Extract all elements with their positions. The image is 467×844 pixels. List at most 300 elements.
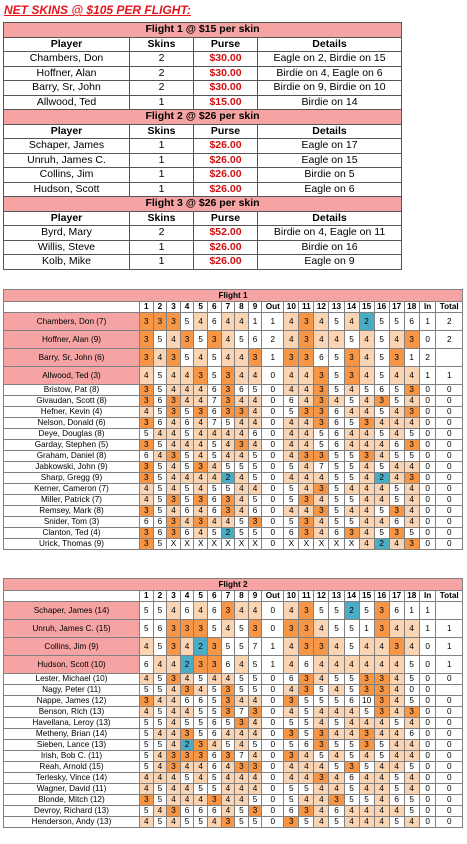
score-cell: 3 [284, 349, 299, 367]
score-cell: 3 [140, 696, 154, 707]
score-cell: 5 [389, 385, 404, 396]
score-cell: 5 [329, 517, 344, 528]
score-cell: 4 [284, 418, 299, 429]
score-cell: 0 [262, 751, 284, 762]
flight-header: Flight 2 @ $26 per skin [4, 110, 402, 125]
score-cell: 0 [262, 817, 284, 828]
score-cell: 4 [359, 806, 374, 817]
column-header: Player [4, 37, 130, 52]
score-cell: 2 [436, 331, 463, 349]
score-cell: 4 [167, 707, 181, 718]
score-cell: 4 [389, 674, 404, 685]
skin-details: Birdie on 14 [258, 95, 402, 110]
score-cell: 5 [329, 462, 344, 473]
score-cell: 3 [140, 331, 154, 349]
score-cell: 4 [153, 751, 167, 762]
score-cell: 5 [374, 407, 389, 418]
score-cell: 4 [167, 685, 181, 696]
score-cell: 4 [299, 418, 314, 429]
player-name: Blonde, Mitch (12) [4, 795, 140, 806]
score-cell: 5 [329, 473, 344, 484]
score-cell: 3 [344, 349, 359, 367]
summary-row [4, 255, 402, 270]
player-name: Kerner, Cameron (7) [4, 484, 140, 495]
hole-number: 6 [207, 302, 221, 313]
score-cell: 4 [374, 795, 389, 806]
hole-number: 2 [153, 302, 167, 313]
score-cell: 4 [194, 685, 208, 696]
score-cell: 5 [344, 740, 359, 751]
score-cell: 4 [207, 674, 221, 685]
score-cell: 4 [235, 495, 249, 506]
score-cell: 3 [167, 762, 181, 773]
score-cell: 4 [299, 396, 314, 407]
score-cell: 5 [140, 718, 154, 729]
hole-number: 10 [284, 591, 299, 602]
score-cell: 4 [299, 429, 314, 440]
hole-number: 7 [221, 302, 235, 313]
score-cell: 5 [299, 696, 314, 707]
score-cell: 3 [221, 385, 235, 396]
score-cell: 5 [180, 313, 194, 331]
score-cell: 3 [194, 495, 208, 506]
player-name: Clanton, Ted (4) [4, 528, 140, 539]
score-cell: 3 [374, 685, 389, 696]
skin-details: Birdie on 5 [258, 168, 402, 183]
player-name: Lester, Michael (10) [4, 674, 140, 685]
score-cell: 5 [140, 740, 154, 751]
score-cell: 3 [299, 685, 314, 696]
purse-amount: $26.00 [194, 182, 258, 197]
score-cell: 4 [140, 638, 154, 656]
player-name: Devroy, Richard (13) [4, 806, 140, 817]
score-cell: 3 [194, 656, 208, 674]
score-cell: 0 [436, 740, 463, 751]
score-cell: 0 [419, 539, 436, 550]
score-cell: 5 [329, 602, 344, 620]
score-cell: 4 [248, 602, 262, 620]
score-cell: 3 [329, 795, 344, 806]
score-row [4, 349, 463, 367]
score-cell: 0 [262, 762, 284, 773]
score-cell: 5 [235, 674, 249, 685]
score-cell: 3 [140, 462, 154, 473]
score-cell: 0 [262, 685, 284, 696]
score-cell: 4 [359, 638, 374, 656]
score-cell: 5 [194, 718, 208, 729]
player-name: Metheny, Brian (14) [4, 729, 140, 740]
score-cell: 4 [167, 385, 181, 396]
score-cell: 2 [419, 349, 436, 367]
score-cell: 5 [389, 773, 404, 784]
score-cell: 5 [374, 740, 389, 751]
score-cell: 4 [404, 495, 419, 506]
score-cell: 4 [248, 751, 262, 762]
score-cell: 4 [284, 656, 299, 674]
score-cell: 6 [329, 429, 344, 440]
score-cell: 4 [221, 517, 235, 528]
score-cell: 4 [235, 506, 249, 517]
score-cell: 5 [248, 495, 262, 506]
score-cell: 0 [404, 685, 419, 696]
score-cell: X [248, 539, 262, 550]
score-cell: 3 [389, 528, 404, 539]
hole-number: 17 [389, 591, 404, 602]
blank-cell [4, 591, 140, 602]
score-cell: 5 [153, 685, 167, 696]
player-name: Kolb, Mike [4, 255, 130, 270]
purse-amount: $52.00 [194, 226, 258, 241]
summary-row [4, 66, 402, 81]
score-row [4, 539, 463, 550]
hole-number: 6 [207, 591, 221, 602]
score-cell: 4 [235, 367, 249, 385]
score-cell: 4 [248, 484, 262, 495]
score-cell: 5 [344, 451, 359, 462]
score-cell: 5 [180, 773, 194, 784]
score-cell: 0 [419, 528, 436, 539]
score-cell: 4 [404, 396, 419, 407]
score-cell: 0 [419, 696, 436, 707]
score-cell: 3 [140, 473, 154, 484]
score-cell: 0 [262, 740, 284, 751]
score-cell: 3 [194, 367, 208, 385]
score-cell: 1 [419, 313, 436, 331]
purse-amount: $26.00 [194, 153, 258, 168]
score-cell: 5 [389, 396, 404, 407]
score-cell: 4 [235, 656, 249, 674]
score-cell: 4 [180, 707, 194, 718]
column-header: Purse [194, 37, 258, 52]
score-cell: 5 [153, 385, 167, 396]
score-row [4, 784, 463, 795]
score-cell: 4 [180, 473, 194, 484]
score-cell: 4 [235, 429, 249, 440]
hole-number: 15 [359, 591, 374, 602]
score-cell: 4 [207, 817, 221, 828]
skins-count: 1 [130, 182, 194, 197]
score-cell: 4 [359, 751, 374, 762]
score-cell: 5 [344, 396, 359, 407]
score-cell: 4 [194, 440, 208, 451]
score-cell: 3 [374, 707, 389, 718]
score-cell: 5 [235, 638, 249, 656]
blank-cell [4, 302, 140, 313]
skins-count: 1 [130, 139, 194, 154]
score-cell: 5 [153, 506, 167, 517]
score-cell: 4 [140, 674, 154, 685]
score-cell: 3 [140, 313, 154, 331]
skins-count: 2 [130, 66, 194, 81]
score-cell: 6 [389, 795, 404, 806]
score-cell: 5 [329, 674, 344, 685]
player-name: Sieben, Lance (13) [4, 740, 140, 751]
summary-row [4, 81, 402, 96]
score-row [4, 656, 463, 674]
score-row [4, 313, 463, 331]
score-cell: 4 [374, 440, 389, 451]
player-name: Irish, Bob C. (11) [4, 751, 140, 762]
score-cell: 5 [404, 696, 419, 707]
score-cell: 5 [194, 331, 208, 349]
score-cell: 5 [314, 602, 329, 620]
score-cell: 5 [389, 495, 404, 506]
score-cell: 6 [207, 762, 221, 773]
score-row [4, 620, 463, 638]
score-cell: 4 [374, 817, 389, 828]
score-row [4, 385, 463, 396]
score-cell: 3 [404, 407, 419, 418]
score-cell: 0 [436, 806, 463, 817]
player-name: Terlesky, Vince (14) [4, 773, 140, 784]
score-cell: 3 [221, 367, 235, 385]
score-cell: 4 [359, 718, 374, 729]
score-cell: 2 [436, 313, 463, 331]
player-name: Hoffner, Alan (9) [4, 331, 140, 349]
summary-row [4, 95, 402, 110]
score-cell: 5 [235, 462, 249, 473]
score-cell: 3 [404, 440, 419, 451]
score-cell: 4 [153, 349, 167, 367]
score-cell: 6 [221, 656, 235, 674]
score-cell: 3 [374, 602, 389, 620]
score-cell: 4 [284, 773, 299, 784]
score-cell: 4 [180, 396, 194, 407]
score-cell: 3 [284, 817, 299, 828]
player-name: Nagy, Peter (11) [4, 685, 140, 696]
score-cell: 4 [359, 817, 374, 828]
score-cell: 4 [235, 602, 249, 620]
column-header: Skins [130, 211, 194, 226]
grid-title: Flight 1 [4, 290, 463, 302]
score-cell: 4 [299, 762, 314, 773]
score-cell: 4 [404, 620, 419, 638]
score-cell: 3 [299, 528, 314, 539]
grid-title-row [4, 579, 463, 591]
player-name: Remsey, Mark (8) [4, 506, 140, 517]
score-cell: 4 [329, 685, 344, 696]
score-cell: 4 [314, 517, 329, 528]
score-cell: 0 [419, 674, 436, 685]
score-cell: 5 [194, 784, 208, 795]
hole-number: 13 [329, 591, 344, 602]
score-cell: 3 [314, 451, 329, 462]
score-cell: 0 [262, 495, 284, 506]
score-row [4, 484, 463, 495]
score-cell: 4 [329, 638, 344, 656]
score-cell: 3 [314, 773, 329, 784]
score-cell: 5 [314, 429, 329, 440]
score-cell: 5 [284, 740, 299, 751]
score-cell: 6 [207, 495, 221, 506]
column-header: Skins [130, 37, 194, 52]
score-cell: 4 [299, 367, 314, 385]
score-cell: 4 [359, 331, 374, 349]
score-cell: 5 [180, 718, 194, 729]
score-cell: 4 [344, 440, 359, 451]
score-cell: 4 [140, 367, 154, 385]
score-cell: 3 [314, 484, 329, 495]
score-cell: 0 [436, 718, 463, 729]
player-name: Hudson, Scott [4, 182, 130, 197]
score-cell: 0 [419, 638, 436, 656]
score-cell: 4 [284, 638, 299, 656]
score-cell: 4 [221, 349, 235, 367]
score-cell: 3 [221, 495, 235, 506]
score-cell: 5 [284, 718, 299, 729]
score-cell [436, 349, 463, 367]
score-cell: 5 [153, 817, 167, 828]
score-cell: 0 [419, 473, 436, 484]
hole-number: Out [262, 591, 284, 602]
score-cell: 5 [404, 762, 419, 773]
player-name: Unruh, James C. [4, 153, 130, 168]
hole-number: 14 [344, 302, 359, 313]
score-cell: 0 [262, 602, 284, 620]
score-cell: 5 [207, 784, 221, 795]
score-cell: 4 [329, 331, 344, 349]
player-name: Unruh, James C. (15) [4, 620, 140, 638]
score-cell: 4 [284, 313, 299, 331]
score-cell: 3 [284, 729, 299, 740]
score-cell: 0 [436, 429, 463, 440]
score-cell: 3 [167, 674, 181, 685]
score-cell: 5 [153, 440, 167, 451]
score-cell: 3 [167, 528, 181, 539]
score-cell: 4 [314, 707, 329, 718]
score-cell: 5 [207, 349, 221, 367]
score-cell: 4 [284, 685, 299, 696]
score-cell: 0 [436, 762, 463, 773]
score-cell: 4 [153, 451, 167, 462]
score-cell: 7 [207, 396, 221, 407]
hole-number: 11 [299, 591, 314, 602]
score-cell: 0 [262, 806, 284, 817]
score-cell: 1 [404, 602, 419, 620]
score-cell: X [235, 539, 249, 550]
score-cell: 6 [207, 602, 221, 620]
score-cell: 3 [299, 313, 314, 331]
score-cell: 4 [221, 429, 235, 440]
score-cell: 0 [436, 707, 463, 718]
score-cell: 4 [221, 313, 235, 331]
score-cell: 4 [314, 762, 329, 773]
score-cell: 4 [153, 806, 167, 817]
score-cell: 5 [153, 795, 167, 806]
score-cell: 5 [221, 718, 235, 729]
score-cell: 4 [248, 729, 262, 740]
score-cell: 4 [359, 784, 374, 795]
score-cell: X [167, 539, 181, 550]
player-name: Henderson, Andy (13) [4, 817, 140, 828]
score-cell: 3 [248, 620, 262, 638]
flight-header-row [4, 23, 402, 38]
score-cell: 4 [153, 696, 167, 707]
score-cell: 4 [284, 429, 299, 440]
score-row [4, 707, 463, 718]
score-cell: 6 [284, 674, 299, 685]
score-cell: 4 [314, 495, 329, 506]
score-cell: 4 [344, 718, 359, 729]
score-row [4, 473, 463, 484]
summary-row [4, 226, 402, 241]
score-cell: 4 [389, 418, 404, 429]
score-cell: 4 [235, 729, 249, 740]
score-cell: 4 [235, 396, 249, 407]
score-cell: 6 [140, 451, 154, 462]
score-cell: 0 [262, 528, 284, 539]
skins-count: 1 [130, 255, 194, 270]
score-cell: 3 [167, 806, 181, 817]
score-cell: 0 [419, 762, 436, 773]
score-cell: 0 [419, 656, 436, 674]
score-cell: 4 [167, 473, 181, 484]
score-cell: 6 [344, 773, 359, 784]
score-cell: 3 [359, 729, 374, 740]
score-cell: 4 [389, 656, 404, 674]
score-cell: 5 [221, 638, 235, 656]
score-cell: 3 [194, 740, 208, 751]
score-cell: 4 [344, 817, 359, 828]
score-cell: 3 [284, 696, 299, 707]
score-cell: 5 [329, 740, 344, 751]
score-cell: 4 [194, 473, 208, 484]
score-cell: 6 [389, 602, 404, 620]
score-cell: 4 [167, 462, 181, 473]
player-name: Barry, Sr, John (6) [4, 349, 140, 367]
score-cell: 5 [140, 620, 154, 638]
score-cell: 3 [153, 313, 167, 331]
score-cell: 0 [419, 806, 436, 817]
score-cell: 4 [359, 349, 374, 367]
score-cell: 5 [299, 718, 314, 729]
score-cell: 5 [207, 696, 221, 707]
score-cell: 4 [344, 407, 359, 418]
score-cell: 4 [374, 806, 389, 817]
player-name: Byrd, Mary [4, 226, 130, 241]
score-cell: 3 [299, 451, 314, 462]
score-cell: 4 [167, 418, 181, 429]
score-cell: 4 [314, 795, 329, 806]
score-cell: 4 [180, 517, 194, 528]
player-name: Benson, Rich (13) [4, 707, 140, 718]
hole-number: 18 [404, 591, 419, 602]
score-cell: 5 [248, 795, 262, 806]
score-cell: 4 [248, 440, 262, 451]
score-cell: 3 [140, 539, 154, 550]
score-cell: 3 [314, 385, 329, 396]
score-cell: 6 [299, 656, 314, 674]
score-cell: 0 [262, 451, 284, 462]
score-cell: 4 [153, 762, 167, 773]
score-cell: 3 [248, 707, 262, 718]
score-cell: 5 [329, 451, 344, 462]
score-cell: 1 [436, 620, 463, 638]
column-header: Purse [194, 124, 258, 139]
score-cell: 0 [419, 773, 436, 784]
score-cell: 4 [194, 418, 208, 429]
score-cell: 5 [314, 696, 329, 707]
score-cell: 5 [404, 656, 419, 674]
score-cell: X [194, 539, 208, 550]
score-cell: 5 [153, 539, 167, 550]
player-name: Snider, Tom (3) [4, 517, 140, 528]
score-cell: 5 [207, 440, 221, 451]
score-row [4, 429, 463, 440]
score-cell: 4 [404, 484, 419, 495]
score-cell: 5 [207, 484, 221, 495]
score-cell: 7 [235, 707, 249, 718]
